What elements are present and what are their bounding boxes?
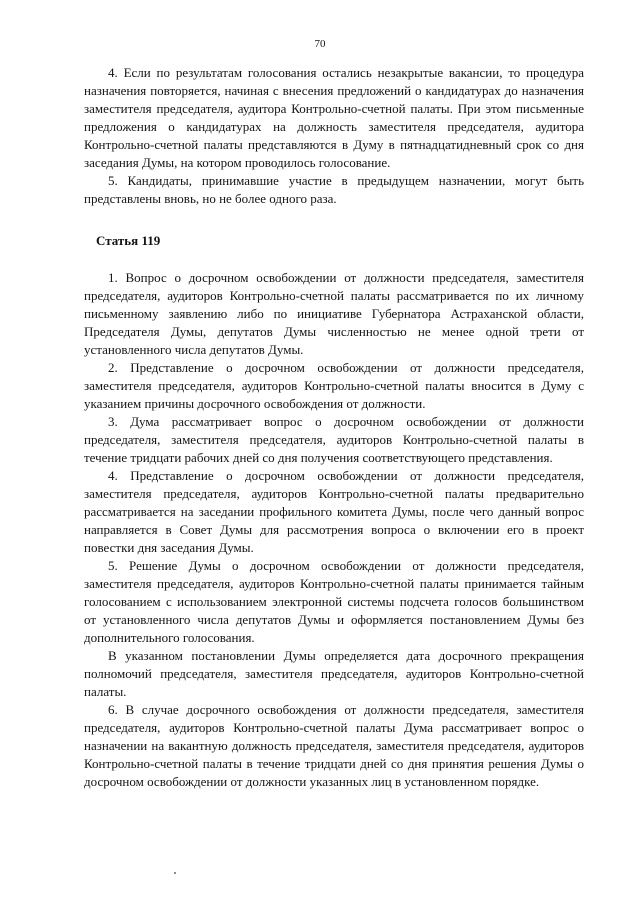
article-paragraph-5: 5. Решение Думы о досрочном освобождении от должности председателя, заместителя председателя, аудиторов Контрольно-счетной палаты принимается тайным голосованием с использованием электронной системы подсчета голосов большинством от установленного числа депутатов Думы и оформляется постановлением Думы без дополнительного голосования. [84,558,584,645]
article-paragraph-6: 6. В случае досрочного освобождения от должности председателя, заместителя председателя, аудиторов Контрольно-счетной палаты Дума рассматривает вопрос о назначении на вакантную должность председателя, заместителя председателя, аудиторов Контрольно-счетной палаты в течение тридцати дней со дня принятия решения Думы о досрочном освобождении от должности указанных лиц в установленном порядке. [84,702,584,789]
paragraph-4-vacancies: 4. Если по результатам голосования остались незакрытые вакансии, то процедура назначения повторяется, начиная с внесения предложений о кандидатурах до назначения заместителя председателя, аудитора Контрольно-счетной палаты. При этом письменные предложения о кандидатурах на должность заместителя председателя, аудитора Контрольно-счетной палаты представляются в Думу в пятнадцатидневный срок со дня заседания Думы, на котором проводилось голосование. [84,65,584,170]
paragraph-5-candidates: 5. Кандидаты, принимавшие участие в предыдущем назначении, могут быть представлены вновь, но не более одного раза. [84,173,584,206]
article-title: Статья 119 [96,233,161,248]
article-paragraph-5-note: В указанном постановлении Думы определяется дата досрочного прекращения полномочий председателя, заместителя председателя, аудиторов Контрольно-счетной палаты. [84,648,584,699]
page-number: 70 [314,38,326,50]
scan-speck [174,872,176,874]
article-paragraph-1: 1. Вопрос о досрочном освобождении от должности председателя, заместителя председателя, аудиторов Контрольно-счетной палаты рассматривается по их личному письменному заявлению либо по инициативе Губернатора Астраханской области, Председателя Думы, депутатов Думы численностью не менее одной трети от установленного числа депутатов Думы. [84,270,584,357]
article-paragraph-4: 4. Представление о досрочном освобождении от должности председателя, заместителя председателя, аудиторов Контрольно-счетной палаты предварительно рассматривается на заседании профильного комитета Думы, после чего данный вопрос направляется в Совет Думы для рассмотрения вопроса о включении его в проект повестки дня заседания Думы. [84,468,584,555]
article-paragraph-2: 2. Представление о досрочном освобождении от должности председателя, заместителя председателя, аудиторов Контрольно-счетной палаты вносится в Думу с указанием причины досрочного освобождения от должности. [84,360,584,411]
article-paragraph-3: 3. Дума рассматривает вопрос о досрочном освобождении от должности председателя, заместителя председателя, аудиторов Контрольно-счетной палаты в течение тридцати рабочих дней со дня получения соответствующего представления. [84,414,584,465]
document-body [84,64,584,791]
